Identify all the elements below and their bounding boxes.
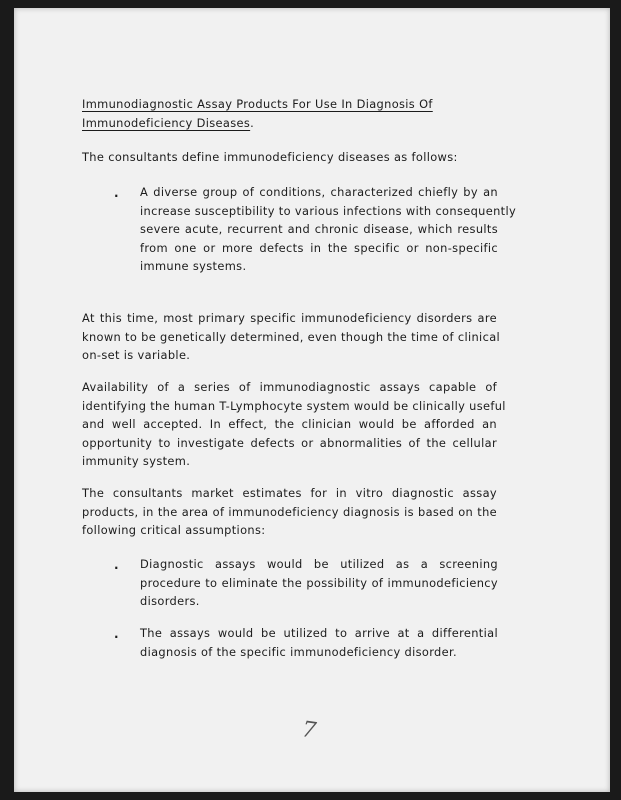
text-line: immunity system. <box>82 454 191 469</box>
text-line: diagnosis of the specific immunodeficiency disorder. <box>140 644 457 659</box>
text-line: identifying the human T-Lymphocyte system would be clinically useful <box>82 398 506 413</box>
text-line: Diagnostic assays would be utilized as a screening <box>140 557 498 571</box>
text-line: immune systems. <box>140 259 247 274</box>
text-line: following critical assumptions: <box>82 523 266 538</box>
bullet-item <box>140 555 498 611</box>
text-line: The consultants define immunodeficiency diseases as follows: <box>82 150 458 164</box>
title-period: . <box>250 115 255 130</box>
text-line: At this time, most primary specific immunodeficiency disorders are <box>82 311 497 325</box>
page-number: 7 <box>300 717 318 744</box>
paragraph <box>82 484 497 540</box>
text-line: opportunity to investigate defects or abnormalities of the cellular <box>82 435 497 450</box>
text-line: severe acute, recurrent and chronic disease, which results <box>140 222 498 237</box>
text-line: disorders. <box>140 594 200 609</box>
document-page <box>14 8 610 792</box>
text-line: from one or more defects in the specific or non-specific <box>140 240 498 255</box>
title-line-2: Immunodeficiency Diseases <box>82 115 251 130</box>
text-line: on-set is variable. <box>82 348 191 363</box>
paragraph <box>82 309 501 365</box>
text-line: A diverse group of conditions, characterized chiefly by an <box>140 185 498 199</box>
text-line: procedure to eliminate the possibility of immunodeficiency <box>140 575 498 590</box>
bullet-marker: . <box>114 186 119 200</box>
paragraph <box>82 378 506 471</box>
text-line: and well accepted. In effect, the clinician would be afforded an <box>82 417 497 432</box>
text-line: increase susceptibility to various infections with consequently <box>140 203 517 218</box>
document-title <box>82 95 502 132</box>
bullet-item <box>140 183 517 276</box>
title-line-1: Immunodiagnostic Assay Products For Use In Diagnosis Of <box>82 97 433 111</box>
text-line: known to be genetically determined, even though the time of clinical <box>82 329 501 344</box>
text-line: products, in the area of immunodeficiency diagnosis is based on the <box>82 504 497 519</box>
text-line: The consultants market estimates for in vitro diagnostic assay <box>82 486 497 500</box>
bullet-marker: . <box>114 627 119 641</box>
bullet-marker: . <box>114 558 119 572</box>
text-line: The assays would be utilized to arrive at a differential <box>140 626 498 640</box>
bullet-item <box>140 624 498 661</box>
text-line: Availability of a series of immunodiagnostic assays capable of <box>82 380 497 394</box>
paragraph <box>82 148 497 167</box>
